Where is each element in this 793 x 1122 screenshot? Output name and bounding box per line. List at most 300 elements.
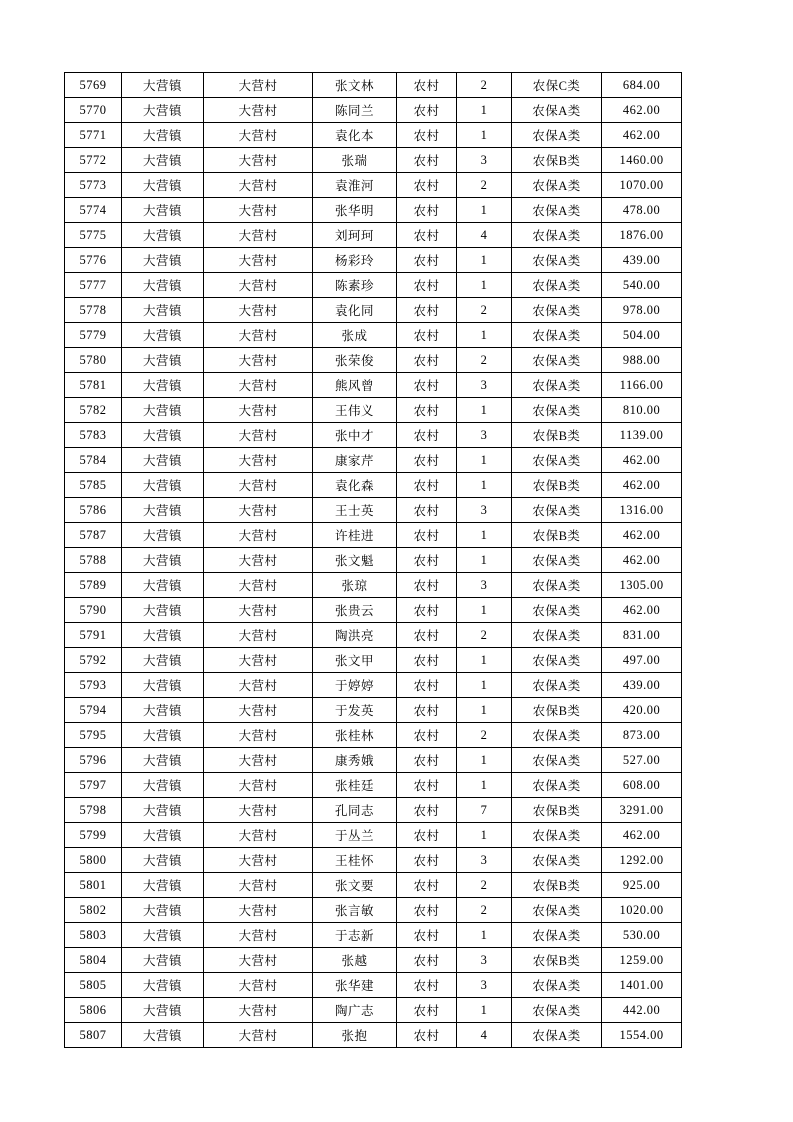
residence-type-cell: 农村 bbox=[397, 473, 457, 498]
table-row bbox=[65, 148, 682, 173]
table-row bbox=[65, 948, 682, 973]
residence-type-cell: 农村 bbox=[397, 73, 457, 98]
name-cell: 张桂廷 bbox=[313, 773, 397, 798]
amount-cell: 530.00 bbox=[602, 923, 682, 948]
residence-type-cell: 农村 bbox=[397, 873, 457, 898]
serial-number-cell: 5777 bbox=[65, 273, 122, 298]
serial-number-cell: 5801 bbox=[65, 873, 122, 898]
amount-cell: 1554.00 bbox=[602, 1023, 682, 1048]
residence-type-cell: 农村 bbox=[397, 623, 457, 648]
table-row bbox=[65, 223, 682, 248]
amount-cell: 1316.00 bbox=[602, 498, 682, 523]
town-cell: 大营镇 bbox=[122, 523, 204, 548]
serial-number-cell: 5779 bbox=[65, 323, 122, 348]
residence-type-cell: 农村 bbox=[397, 198, 457, 223]
name-cell: 张抱 bbox=[313, 1023, 397, 1048]
amount-cell: 1070.00 bbox=[602, 173, 682, 198]
person-count-cell: 3 bbox=[457, 498, 512, 523]
person-count-cell: 1 bbox=[457, 923, 512, 948]
village-cell: 大营村 bbox=[204, 573, 313, 598]
village-cell: 大营村 bbox=[204, 598, 313, 623]
table-row bbox=[65, 323, 682, 348]
serial-number-cell: 5803 bbox=[65, 923, 122, 948]
insurance-category-cell: 农保B类 bbox=[512, 798, 602, 823]
name-cell: 张中才 bbox=[313, 423, 397, 448]
person-count-cell: 2 bbox=[457, 348, 512, 373]
residence-type-cell: 农村 bbox=[397, 798, 457, 823]
serial-number-cell: 5800 bbox=[65, 848, 122, 873]
person-count-cell: 1 bbox=[457, 998, 512, 1023]
table-row bbox=[65, 623, 682, 648]
table-row bbox=[65, 498, 682, 523]
person-count-cell: 2 bbox=[457, 873, 512, 898]
residence-type-cell: 农村 bbox=[397, 898, 457, 923]
amount-cell: 478.00 bbox=[602, 198, 682, 223]
name-cell: 陶广志 bbox=[313, 998, 397, 1023]
table-row bbox=[65, 523, 682, 548]
insurance-category-cell: 农保A类 bbox=[512, 598, 602, 623]
amount-cell: 1460.00 bbox=[602, 148, 682, 173]
person-count-cell: 1 bbox=[457, 473, 512, 498]
residence-type-cell: 农村 bbox=[397, 598, 457, 623]
village-cell: 大营村 bbox=[204, 398, 313, 423]
town-cell: 大营镇 bbox=[122, 648, 204, 673]
insurance-category-cell: 农保A类 bbox=[512, 773, 602, 798]
town-cell: 大营镇 bbox=[122, 623, 204, 648]
person-count-cell: 2 bbox=[457, 898, 512, 923]
town-cell: 大营镇 bbox=[122, 848, 204, 873]
residence-type-cell: 农村 bbox=[397, 173, 457, 198]
name-cell: 张荣俊 bbox=[313, 348, 397, 373]
village-cell: 大营村 bbox=[204, 223, 313, 248]
serial-number-cell: 5780 bbox=[65, 348, 122, 373]
village-cell: 大营村 bbox=[204, 173, 313, 198]
name-cell: 康家芹 bbox=[313, 448, 397, 473]
table-row bbox=[65, 823, 682, 848]
name-cell: 袁化同 bbox=[313, 298, 397, 323]
person-count-cell: 1 bbox=[457, 448, 512, 473]
town-cell: 大营镇 bbox=[122, 173, 204, 198]
table-row bbox=[65, 448, 682, 473]
town-cell: 大营镇 bbox=[122, 98, 204, 123]
town-cell: 大营镇 bbox=[122, 698, 204, 723]
insurance-category-cell: 农保A类 bbox=[512, 623, 602, 648]
residence-type-cell: 农村 bbox=[397, 648, 457, 673]
residence-type-cell: 农村 bbox=[397, 98, 457, 123]
table-row bbox=[65, 248, 682, 273]
insurance-category-cell: 农保A类 bbox=[512, 998, 602, 1023]
town-cell: 大营镇 bbox=[122, 898, 204, 923]
serial-number-cell: 5776 bbox=[65, 248, 122, 273]
town-cell: 大营镇 bbox=[122, 473, 204, 498]
town-cell: 大营镇 bbox=[122, 273, 204, 298]
insurance-category-cell: 农保A类 bbox=[512, 398, 602, 423]
amount-cell: 439.00 bbox=[602, 248, 682, 273]
name-cell: 康秀娥 bbox=[313, 748, 397, 773]
insurance-category-cell: 农保A类 bbox=[512, 898, 602, 923]
table-row bbox=[65, 773, 682, 798]
town-cell: 大营镇 bbox=[122, 573, 204, 598]
name-cell: 王桂怀 bbox=[313, 848, 397, 873]
table-row bbox=[65, 998, 682, 1023]
amount-cell: 1139.00 bbox=[602, 423, 682, 448]
table-row bbox=[65, 848, 682, 873]
name-cell: 陈同兰 bbox=[313, 98, 397, 123]
person-count-cell: 1 bbox=[457, 698, 512, 723]
village-cell: 大营村 bbox=[204, 748, 313, 773]
village-cell: 大营村 bbox=[204, 248, 313, 273]
town-cell: 大营镇 bbox=[122, 298, 204, 323]
residence-type-cell: 农村 bbox=[397, 448, 457, 473]
residence-type-cell: 农村 bbox=[397, 773, 457, 798]
name-cell: 熊风曾 bbox=[313, 373, 397, 398]
serial-number-cell: 5786 bbox=[65, 498, 122, 523]
serial-number-cell: 5773 bbox=[65, 173, 122, 198]
town-cell: 大营镇 bbox=[122, 73, 204, 98]
name-cell: 于志新 bbox=[313, 923, 397, 948]
table-row bbox=[65, 873, 682, 898]
table-row bbox=[65, 298, 682, 323]
name-cell: 于婷婷 bbox=[313, 673, 397, 698]
person-count-cell: 4 bbox=[457, 223, 512, 248]
insurance-category-cell: 农保A类 bbox=[512, 973, 602, 998]
person-count-cell: 1 bbox=[457, 598, 512, 623]
serial-number-cell: 5791 bbox=[65, 623, 122, 648]
residence-type-cell: 农村 bbox=[397, 348, 457, 373]
person-count-cell: 2 bbox=[457, 723, 512, 748]
residence-type-cell: 农村 bbox=[397, 848, 457, 873]
name-cell: 王伟义 bbox=[313, 398, 397, 423]
village-cell: 大营村 bbox=[204, 673, 313, 698]
table-row bbox=[65, 173, 682, 198]
name-cell: 张文魁 bbox=[313, 548, 397, 573]
town-cell: 大营镇 bbox=[122, 223, 204, 248]
amount-cell: 873.00 bbox=[602, 723, 682, 748]
person-count-cell: 3 bbox=[457, 148, 512, 173]
village-cell: 大营村 bbox=[204, 548, 313, 573]
amount-cell: 462.00 bbox=[602, 598, 682, 623]
name-cell: 张瑞 bbox=[313, 148, 397, 173]
name-cell: 张文要 bbox=[313, 873, 397, 898]
village-cell: 大营村 bbox=[204, 323, 313, 348]
person-count-cell: 1 bbox=[457, 648, 512, 673]
amount-cell: 1166.00 bbox=[602, 373, 682, 398]
amount-cell: 462.00 bbox=[602, 123, 682, 148]
person-count-cell: 3 bbox=[457, 973, 512, 998]
residence-type-cell: 农村 bbox=[397, 323, 457, 348]
person-count-cell: 1 bbox=[457, 323, 512, 348]
town-cell: 大营镇 bbox=[122, 823, 204, 848]
serial-number-cell: 5799 bbox=[65, 823, 122, 848]
residence-type-cell: 农村 bbox=[397, 573, 457, 598]
town-cell: 大营镇 bbox=[122, 973, 204, 998]
person-count-cell: 1 bbox=[457, 823, 512, 848]
table-row bbox=[65, 548, 682, 573]
serial-number-cell: 5798 bbox=[65, 798, 122, 823]
town-cell: 大营镇 bbox=[122, 373, 204, 398]
town-cell: 大营镇 bbox=[122, 598, 204, 623]
name-cell: 陈素珍 bbox=[313, 273, 397, 298]
table-row bbox=[65, 123, 682, 148]
town-cell: 大营镇 bbox=[122, 248, 204, 273]
name-cell: 杨彩玲 bbox=[313, 248, 397, 273]
person-count-cell: 1 bbox=[457, 548, 512, 573]
residence-type-cell: 农村 bbox=[397, 298, 457, 323]
insurance-category-cell: 农保A类 bbox=[512, 373, 602, 398]
name-cell: 张华建 bbox=[313, 973, 397, 998]
amount-cell: 462.00 bbox=[602, 473, 682, 498]
village-cell: 大营村 bbox=[204, 723, 313, 748]
person-count-cell: 1 bbox=[457, 248, 512, 273]
table-row bbox=[65, 723, 682, 748]
amount-cell: 462.00 bbox=[602, 448, 682, 473]
amount-cell: 527.00 bbox=[602, 748, 682, 773]
town-cell: 大营镇 bbox=[122, 323, 204, 348]
name-cell: 张言敏 bbox=[313, 898, 397, 923]
residence-type-cell: 农村 bbox=[397, 398, 457, 423]
amount-cell: 810.00 bbox=[602, 398, 682, 423]
serial-number-cell: 5785 bbox=[65, 473, 122, 498]
serial-number-cell: 5770 bbox=[65, 98, 122, 123]
serial-number-cell: 5807 bbox=[65, 1023, 122, 1048]
person-count-cell: 3 bbox=[457, 373, 512, 398]
town-cell: 大营镇 bbox=[122, 673, 204, 698]
name-cell: 刘珂珂 bbox=[313, 223, 397, 248]
insurance-category-cell: 农保A类 bbox=[512, 98, 602, 123]
residence-type-cell: 农村 bbox=[397, 273, 457, 298]
village-cell: 大营村 bbox=[204, 198, 313, 223]
table-row bbox=[65, 673, 682, 698]
village-cell: 大营村 bbox=[204, 123, 313, 148]
insurance-category-cell: 农保A类 bbox=[512, 748, 602, 773]
name-cell: 许桂进 bbox=[313, 523, 397, 548]
village-cell: 大营村 bbox=[204, 298, 313, 323]
residence-type-cell: 农村 bbox=[397, 748, 457, 773]
village-cell: 大营村 bbox=[204, 498, 313, 523]
table-row bbox=[65, 473, 682, 498]
table-body bbox=[65, 73, 682, 1048]
table-row bbox=[65, 198, 682, 223]
insurance-category-cell: 农保A类 bbox=[512, 223, 602, 248]
amount-cell: 540.00 bbox=[602, 273, 682, 298]
residence-type-cell: 农村 bbox=[397, 498, 457, 523]
town-cell: 大营镇 bbox=[122, 948, 204, 973]
insurance-category-cell: 农保A类 bbox=[512, 923, 602, 948]
name-cell: 袁淮河 bbox=[313, 173, 397, 198]
person-count-cell: 3 bbox=[457, 948, 512, 973]
residence-type-cell: 农村 bbox=[397, 973, 457, 998]
insurance-category-cell: 农保A类 bbox=[512, 823, 602, 848]
serial-number-cell: 5769 bbox=[65, 73, 122, 98]
insurance-category-cell: 农保A类 bbox=[512, 1023, 602, 1048]
name-cell: 张贵云 bbox=[313, 598, 397, 623]
table-row bbox=[65, 798, 682, 823]
insurance-category-cell: 农保A类 bbox=[512, 498, 602, 523]
village-cell: 大营村 bbox=[204, 523, 313, 548]
name-cell: 张华明 bbox=[313, 198, 397, 223]
residence-type-cell: 农村 bbox=[397, 523, 457, 548]
serial-number-cell: 5802 bbox=[65, 898, 122, 923]
person-count-cell: 4 bbox=[457, 1023, 512, 1048]
person-count-cell: 1 bbox=[457, 398, 512, 423]
table-row bbox=[65, 748, 682, 773]
insurance-category-cell: 农保A类 bbox=[512, 548, 602, 573]
insurance-category-cell: 农保B类 bbox=[512, 473, 602, 498]
serial-number-cell: 5781 bbox=[65, 373, 122, 398]
serial-number-cell: 5774 bbox=[65, 198, 122, 223]
residence-type-cell: 农村 bbox=[397, 223, 457, 248]
serial-number-cell: 5804 bbox=[65, 948, 122, 973]
table-row bbox=[65, 373, 682, 398]
serial-number-cell: 5795 bbox=[65, 723, 122, 748]
residence-type-cell: 农村 bbox=[397, 698, 457, 723]
person-count-cell: 3 bbox=[457, 423, 512, 448]
village-cell: 大营村 bbox=[204, 98, 313, 123]
town-cell: 大营镇 bbox=[122, 398, 204, 423]
town-cell: 大营镇 bbox=[122, 498, 204, 523]
serial-number-cell: 5784 bbox=[65, 448, 122, 473]
name-cell: 张桂林 bbox=[313, 723, 397, 748]
town-cell: 大营镇 bbox=[122, 998, 204, 1023]
amount-cell: 925.00 bbox=[602, 873, 682, 898]
residence-type-cell: 农村 bbox=[397, 423, 457, 448]
village-cell: 大营村 bbox=[204, 698, 313, 723]
person-count-cell: 1 bbox=[457, 98, 512, 123]
amount-cell: 1020.00 bbox=[602, 898, 682, 923]
amount-cell: 442.00 bbox=[602, 998, 682, 1023]
village-cell: 大营村 bbox=[204, 448, 313, 473]
serial-number-cell: 5787 bbox=[65, 523, 122, 548]
table-row bbox=[65, 98, 682, 123]
name-cell: 袁化森 bbox=[313, 473, 397, 498]
person-count-cell: 1 bbox=[457, 523, 512, 548]
town-cell: 大营镇 bbox=[122, 873, 204, 898]
insurance-category-cell: 农保A类 bbox=[512, 448, 602, 473]
serial-number-cell: 5782 bbox=[65, 398, 122, 423]
amount-cell: 504.00 bbox=[602, 323, 682, 348]
serial-number-cell: 5792 bbox=[65, 648, 122, 673]
amount-cell: 420.00 bbox=[602, 698, 682, 723]
amount-cell: 1292.00 bbox=[602, 848, 682, 873]
table-row bbox=[65, 273, 682, 298]
village-cell: 大营村 bbox=[204, 423, 313, 448]
table-row bbox=[65, 648, 682, 673]
amount-cell: 497.00 bbox=[602, 648, 682, 673]
name-cell: 于丛兰 bbox=[313, 823, 397, 848]
person-count-cell: 3 bbox=[457, 848, 512, 873]
residence-type-cell: 农村 bbox=[397, 673, 457, 698]
town-cell: 大营镇 bbox=[122, 1023, 204, 1048]
insurance-category-cell: 农保A类 bbox=[512, 273, 602, 298]
village-cell: 大营村 bbox=[204, 1023, 313, 1048]
insurance-category-cell: 农保A类 bbox=[512, 673, 602, 698]
name-cell: 张越 bbox=[313, 948, 397, 973]
village-cell: 大营村 bbox=[204, 823, 313, 848]
village-cell: 大营村 bbox=[204, 873, 313, 898]
village-cell: 大营村 bbox=[204, 973, 313, 998]
village-cell: 大营村 bbox=[204, 373, 313, 398]
residence-type-cell: 农村 bbox=[397, 1023, 457, 1048]
table-row bbox=[65, 698, 682, 723]
serial-number-cell: 5772 bbox=[65, 148, 122, 173]
town-cell: 大营镇 bbox=[122, 923, 204, 948]
amount-cell: 1401.00 bbox=[602, 973, 682, 998]
residence-type-cell: 农村 bbox=[397, 923, 457, 948]
insurance-category-cell: 农保B类 bbox=[512, 698, 602, 723]
amount-cell: 462.00 bbox=[602, 548, 682, 573]
table-row bbox=[65, 598, 682, 623]
insurance-category-cell: 农保A类 bbox=[512, 648, 602, 673]
residence-type-cell: 农村 bbox=[397, 148, 457, 173]
amount-cell: 439.00 bbox=[602, 673, 682, 698]
village-cell: 大营村 bbox=[204, 273, 313, 298]
name-cell: 张文林 bbox=[313, 73, 397, 98]
village-cell: 大营村 bbox=[204, 898, 313, 923]
serial-number-cell: 5793 bbox=[65, 673, 122, 698]
person-count-cell: 1 bbox=[457, 673, 512, 698]
insurance-category-cell: 农保A类 bbox=[512, 348, 602, 373]
insurance-category-cell: 农保B类 bbox=[512, 948, 602, 973]
insurance-category-cell: 农保B类 bbox=[512, 523, 602, 548]
amount-cell: 1876.00 bbox=[602, 223, 682, 248]
village-cell: 大营村 bbox=[204, 848, 313, 873]
village-cell: 大营村 bbox=[204, 473, 313, 498]
table-row bbox=[65, 1023, 682, 1048]
serial-number-cell: 5778 bbox=[65, 298, 122, 323]
town-cell: 大营镇 bbox=[122, 348, 204, 373]
residence-type-cell: 农村 bbox=[397, 823, 457, 848]
amount-cell: 978.00 bbox=[602, 298, 682, 323]
name-cell: 王士英 bbox=[313, 498, 397, 523]
village-cell: 大营村 bbox=[204, 348, 313, 373]
insurance-category-cell: 农保A类 bbox=[512, 323, 602, 348]
serial-number-cell: 5789 bbox=[65, 573, 122, 598]
person-count-cell: 1 bbox=[457, 273, 512, 298]
person-count-cell: 1 bbox=[457, 773, 512, 798]
insurance-category-cell: 农保A类 bbox=[512, 173, 602, 198]
serial-number-cell: 5806 bbox=[65, 998, 122, 1023]
name-cell: 孔同志 bbox=[313, 798, 397, 823]
table-row bbox=[65, 348, 682, 373]
insurance-category-cell: 农保A类 bbox=[512, 298, 602, 323]
residence-type-cell: 农村 bbox=[397, 373, 457, 398]
insurance-category-cell: 农保A类 bbox=[512, 123, 602, 148]
table-row bbox=[65, 73, 682, 98]
name-cell: 张文甲 bbox=[313, 648, 397, 673]
person-count-cell: 1 bbox=[457, 123, 512, 148]
insurance-category-cell: 农保B类 bbox=[512, 423, 602, 448]
table-row bbox=[65, 573, 682, 598]
serial-number-cell: 5775 bbox=[65, 223, 122, 248]
town-cell: 大营镇 bbox=[122, 723, 204, 748]
table-row bbox=[65, 398, 682, 423]
name-cell: 袁化本 bbox=[313, 123, 397, 148]
amount-cell: 1259.00 bbox=[602, 948, 682, 973]
person-count-cell: 2 bbox=[457, 298, 512, 323]
table-row bbox=[65, 973, 682, 998]
town-cell: 大营镇 bbox=[122, 198, 204, 223]
village-cell: 大营村 bbox=[204, 623, 313, 648]
serial-number-cell: 5794 bbox=[65, 698, 122, 723]
village-cell: 大营村 bbox=[204, 923, 313, 948]
town-cell: 大营镇 bbox=[122, 798, 204, 823]
insurance-category-cell: 农保A类 bbox=[512, 198, 602, 223]
serial-number-cell: 5797 bbox=[65, 773, 122, 798]
serial-number-cell: 5805 bbox=[65, 973, 122, 998]
village-cell: 大营村 bbox=[204, 948, 313, 973]
benefit-records-table bbox=[64, 72, 682, 1048]
residence-type-cell: 农村 bbox=[397, 248, 457, 273]
